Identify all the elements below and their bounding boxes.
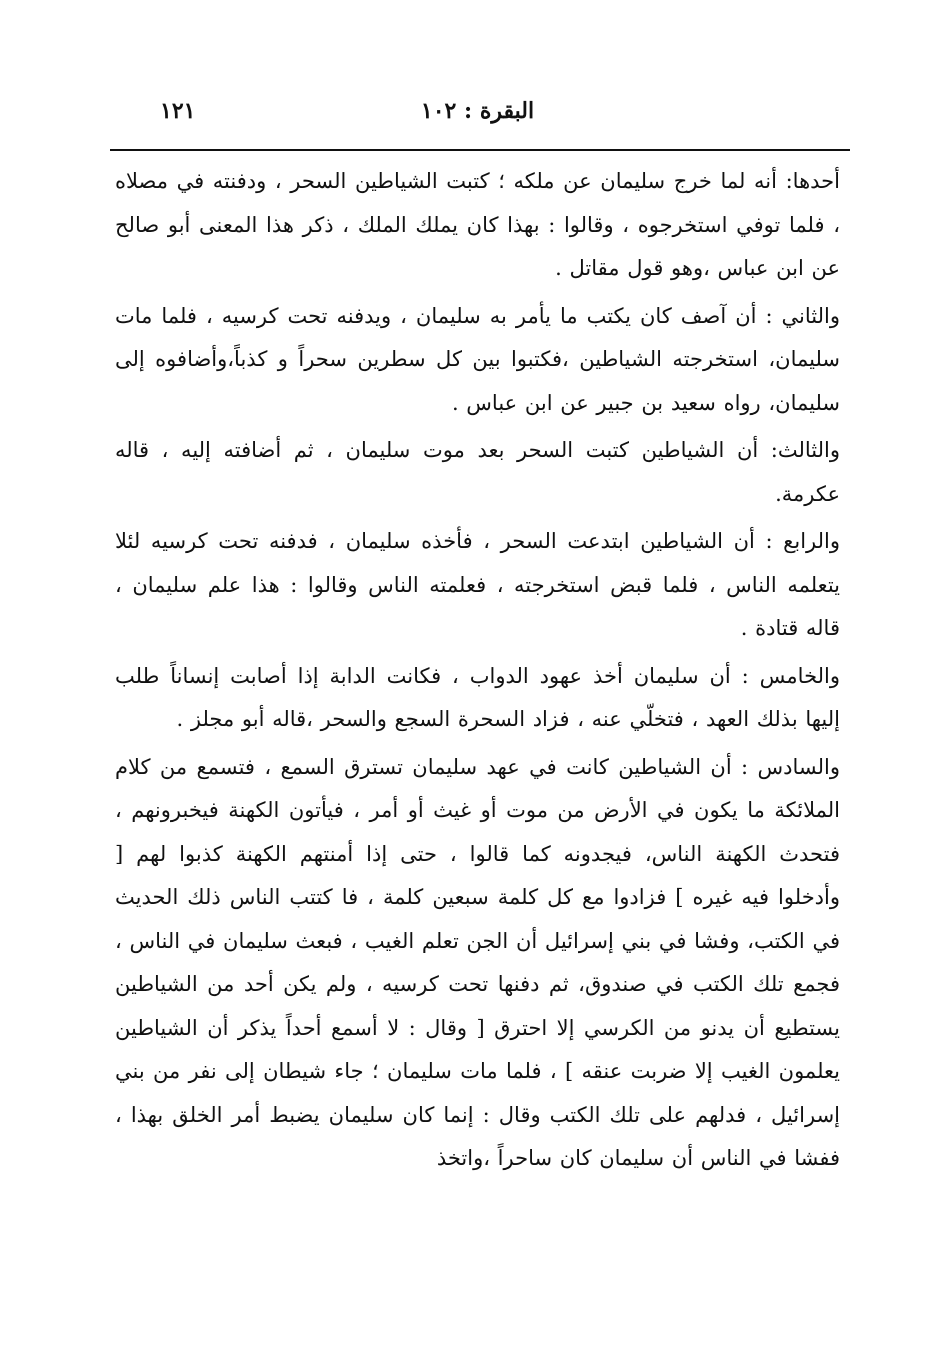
header-divider xyxy=(110,149,850,151)
paragraph-first-opinion: أحدها: أنه لما خرج سليمان عن ملكه ؛ كتبت الشياطين السحر ، ودفنته في مصلاه ، فلما توفي استخرجوه ، وقالوا : بهذا كان يملك الملك ، ذكر هذا المعنى أبو صالح عن ابن عباس ،وهو قول مقاتل . xyxy=(115,169,840,280)
page-number: ١٢١ xyxy=(160,98,196,124)
paragraph-sixth-opinion: والسادس : أن الشياطين كانت في عهد سليمان تسترق السمع ، فتسمع من كلام الملائكة ما يكون في الأرض من موت أو غيث أو أمر ، فيأتون الكهنة فيخبرونهم ، فتحدث الكهنة الناس، فيجدونه كما قالوا ، حتى إذا أمنتهم الكهنة كذبوا لهم [ وأدخلوا فيه غيره ] فزادوا مع كل كلمة سبعين كلمة ، فا كتتب الناس ذلك الحديث في الكتب، وفشا في بني إسرائيل أن الجن تعلم الغيب ، فبعث سليمان في الناس ، فجمع تلك الكتب في صندوق، ثم دفنها تحت كرسيه ، ولم يكن أحد من الشياطين يستطيع أن يدنو من الكرسي إلا احترق [ وقال : لا أسمع أحداً يذكر أن الشياطين يعلمون الغيب إلا ضربت عنقه ] ، فلما مات سليمان ؛ جاء شيطان إلى نفر من بني إسرائيل ، فدلهم على تلك الكتب وقال : إنما كان سليمان يضبط أمر الخلق بهذا ، ففشا في الناس أن سليمان كان ساحراً ،واتخذ xyxy=(115,754,840,1170)
page-header xyxy=(110,94,845,134)
paragraph-third-opinion: والثالث: أن الشياطين كتبت السحر بعد موت سليمان ، ثم أضافته إليه ، قاله عكرمة. xyxy=(115,438,840,506)
paragraph-fifth-opinion: والخامس : أن سليمان أخذ عهود الدواب ، فكانت الدابة إذا أصابت إنساناً طلب إليها بذلك العهد ، فتخلّي عنه ، فزاد السحرة السجع والسحر ،قاله أبو مجلز . xyxy=(115,663,840,731)
paragraph-second-opinion: والثاني : أن آصف كان يكتب ما يأمر به سليمان ، ويدفنه تحت كرسيه ، فلما مات سليمان، استخرجته الشياطين ،فكتبوا بين كل سطرين سحراً و كذباً،وأضافوه إلى سليمان، رواه سعيد بن جبير عن ابن عباس . xyxy=(115,303,840,415)
running-title: البقرة : ١٠٢ xyxy=(420,98,535,124)
paragraph-fourth-opinion: والرابع : أن الشياطين ابتدعت السحر ، فأخذه سليمان ، فدفنه تحت كرسيه لئلا يتعلمه الناس ، فلما قبض استخرجته ، فعلمته الناس وقالوا : هذا علم سليمان ، قاله قتادة . xyxy=(115,529,840,640)
page-body xyxy=(115,160,840,1185)
